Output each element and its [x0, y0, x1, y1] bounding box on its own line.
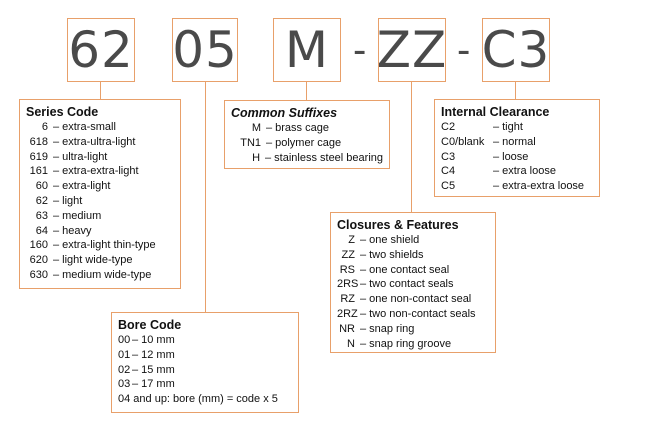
item-separator: –	[493, 150, 500, 163]
item-description: extra-light	[62, 180, 111, 193]
list-item	[441, 150, 593, 165]
item-code: 2RZ	[337, 307, 358, 320]
item-code: C0/blank	[441, 135, 485, 148]
item-description: snap ring	[369, 322, 415, 335]
item-separator: –	[53, 135, 60, 148]
list-item	[337, 277, 489, 292]
item-separator: –	[360, 293, 367, 306]
item-separator: –	[53, 224, 60, 237]
item-description: extra-ultra-light	[62, 135, 136, 148]
bore-code-footer: 04 and up: bore (mm) = code x 5	[118, 393, 278, 406]
item-code: RS	[339, 263, 355, 276]
list-item	[26, 224, 174, 239]
item-description: medium	[62, 209, 102, 222]
series-code-list	[26, 120, 174, 283]
item-separator: –	[266, 122, 273, 134]
item-code: 160	[29, 239, 48, 252]
item-separator: –	[360, 322, 367, 335]
item-separator: –	[266, 136, 273, 149]
connector-line	[205, 82, 206, 312]
item-code: C4	[441, 165, 456, 178]
item-separator: –	[360, 248, 367, 261]
closure-code-box: ZZ	[378, 18, 446, 82]
item-code: 630	[29, 268, 48, 281]
list-item	[337, 322, 489, 337]
list-item	[26, 179, 174, 194]
item-description: extra-small	[62, 121, 116, 133]
list-item	[118, 333, 292, 348]
list-item	[118, 348, 292, 363]
item-description: 10 mm	[141, 334, 175, 346]
item-separator: –	[132, 348, 139, 361]
closures-features-panel	[330, 212, 496, 353]
item-code: 01	[118, 348, 131, 361]
bore-code-list	[118, 333, 292, 392]
item-code: 2RS	[337, 278, 359, 291]
item-code: 60	[35, 180, 48, 193]
item-description: one shield	[369, 234, 420, 246]
item-code: C3	[441, 150, 456, 163]
internal-clearance-title: Internal Clearance	[441, 105, 550, 119]
list-item	[26, 253, 174, 268]
item-code: 620	[29, 254, 48, 267]
item-description: one non-contact seal	[369, 293, 472, 306]
list-item	[26, 209, 174, 224]
closures-features-list	[337, 233, 489, 351]
item-separator: –	[53, 165, 60, 178]
item-description: one contact seal	[369, 263, 450, 276]
item-code: NR	[339, 322, 355, 335]
item-code: Z	[348, 234, 355, 246]
list-item	[441, 164, 593, 179]
item-description: normal	[502, 135, 536, 148]
item-code: N	[347, 337, 355, 350]
item-separator: –	[360, 307, 367, 320]
list-item	[337, 233, 489, 248]
item-separator: –	[360, 337, 367, 350]
list-item	[26, 164, 174, 179]
item-code: 6	[41, 121, 48, 133]
item-separator: –	[493, 165, 500, 178]
closures-features-title: Closures & Features	[337, 218, 459, 232]
item-description: 12 mm	[141, 348, 175, 361]
internal-clearance-list	[441, 120, 593, 194]
item-description: medium wide-type	[62, 268, 152, 281]
item-description: 17 mm	[141, 378, 175, 391]
item-separator: –	[493, 135, 500, 148]
connector-line	[411, 82, 412, 212]
item-description: extra-extra loose	[502, 180, 585, 193]
item-code: ZZ	[341, 248, 355, 261]
list-item	[441, 135, 593, 150]
item-description: tight	[502, 121, 523, 133]
item-separator: –	[53, 121, 60, 133]
list-item	[231, 121, 383, 136]
item-code: C5	[441, 180, 456, 193]
list-item	[337, 292, 489, 307]
item-description: extra-light thin-type	[62, 239, 156, 252]
item-separator: –	[132, 378, 139, 391]
common-suffixes-title: Common Suffixes	[231, 106, 338, 120]
list-item	[231, 151, 383, 166]
list-item	[337, 307, 489, 322]
list-item	[26, 120, 174, 135]
list-item	[26, 194, 174, 209]
internal-clearance-panel	[434, 99, 600, 197]
list-item	[441, 179, 593, 194]
series-code-panel	[19, 99, 181, 289]
item-description: ultra-light	[62, 150, 108, 163]
suffix-code-box: M	[273, 18, 341, 82]
list-item	[337, 337, 489, 352]
item-description: extra-extra-light	[62, 165, 139, 178]
item-separator: –	[53, 180, 60, 193]
item-code: M	[251, 122, 261, 134]
item-code: 618	[29, 135, 48, 148]
common-suffixes-panel	[224, 100, 390, 169]
list-item	[337, 248, 489, 263]
item-description: loose	[502, 150, 529, 163]
list-item	[26, 238, 174, 253]
item-code: 62	[35, 194, 48, 207]
item-separator: –	[360, 263, 367, 276]
item-separator: –	[53, 254, 60, 267]
list-item	[118, 377, 292, 392]
connector-line	[515, 82, 516, 99]
item-description: two shields	[369, 248, 424, 261]
list-item	[118, 363, 292, 378]
item-code: 03	[118, 378, 131, 391]
item-separator: –	[132, 334, 139, 346]
item-description: brass cage	[275, 122, 329, 134]
item-code: RZ	[340, 293, 355, 306]
item-separator: –	[265, 151, 272, 164]
item-separator: –	[53, 194, 60, 207]
connector-line	[100, 82, 101, 99]
item-description: polymer cage	[275, 136, 342, 149]
item-separator: –	[493, 121, 500, 133]
item-separator: –	[53, 209, 60, 222]
item-code: 64	[35, 224, 48, 237]
item-separator: –	[360, 278, 367, 291]
item-code: 00	[118, 334, 131, 346]
item-description: two non-contact seals	[369, 307, 476, 320]
item-code: TN1	[240, 136, 261, 149]
item-description: 15 mm	[141, 363, 175, 376]
item-separator: –	[53, 268, 60, 281]
item-description: snap ring groove	[369, 337, 452, 350]
item-separator: –	[360, 234, 367, 246]
item-code: 63	[35, 209, 48, 222]
series-code-title: Series Code	[26, 105, 99, 119]
item-description: heavy	[62, 224, 92, 237]
dash-separator: -	[457, 28, 471, 72]
item-code: 619	[29, 150, 48, 163]
series-code-box: 62	[67, 18, 135, 82]
common-suffixes-list	[231, 121, 383, 165]
clearance-code-box: C3	[482, 18, 550, 82]
item-description: light wide-type	[62, 254, 133, 267]
item-code: 02	[118, 363, 131, 376]
list-item	[26, 268, 174, 283]
bore-code-title: Bore Code	[118, 318, 182, 332]
item-separator: –	[53, 150, 60, 163]
connector-line	[306, 82, 307, 100]
dash-separator: -	[353, 28, 367, 72]
item-code: C2	[441, 121, 456, 133]
bore-code-panel	[111, 312, 299, 413]
item-description: two contact seals	[369, 278, 454, 291]
item-description: stainless steel bearing	[274, 151, 383, 164]
list-item	[26, 135, 174, 150]
list-item	[26, 150, 174, 165]
item-separator: –	[493, 180, 500, 193]
bore-code-box: 05	[172, 18, 238, 82]
item-separator: –	[53, 239, 60, 252]
list-item	[231, 136, 383, 151]
list-item	[337, 263, 489, 278]
item-code: 161	[29, 165, 48, 178]
item-description: light	[62, 194, 83, 207]
item-description: extra loose	[502, 165, 556, 178]
list-item	[441, 120, 593, 135]
item-code: H	[252, 151, 261, 164]
item-separator: –	[132, 363, 139, 376]
